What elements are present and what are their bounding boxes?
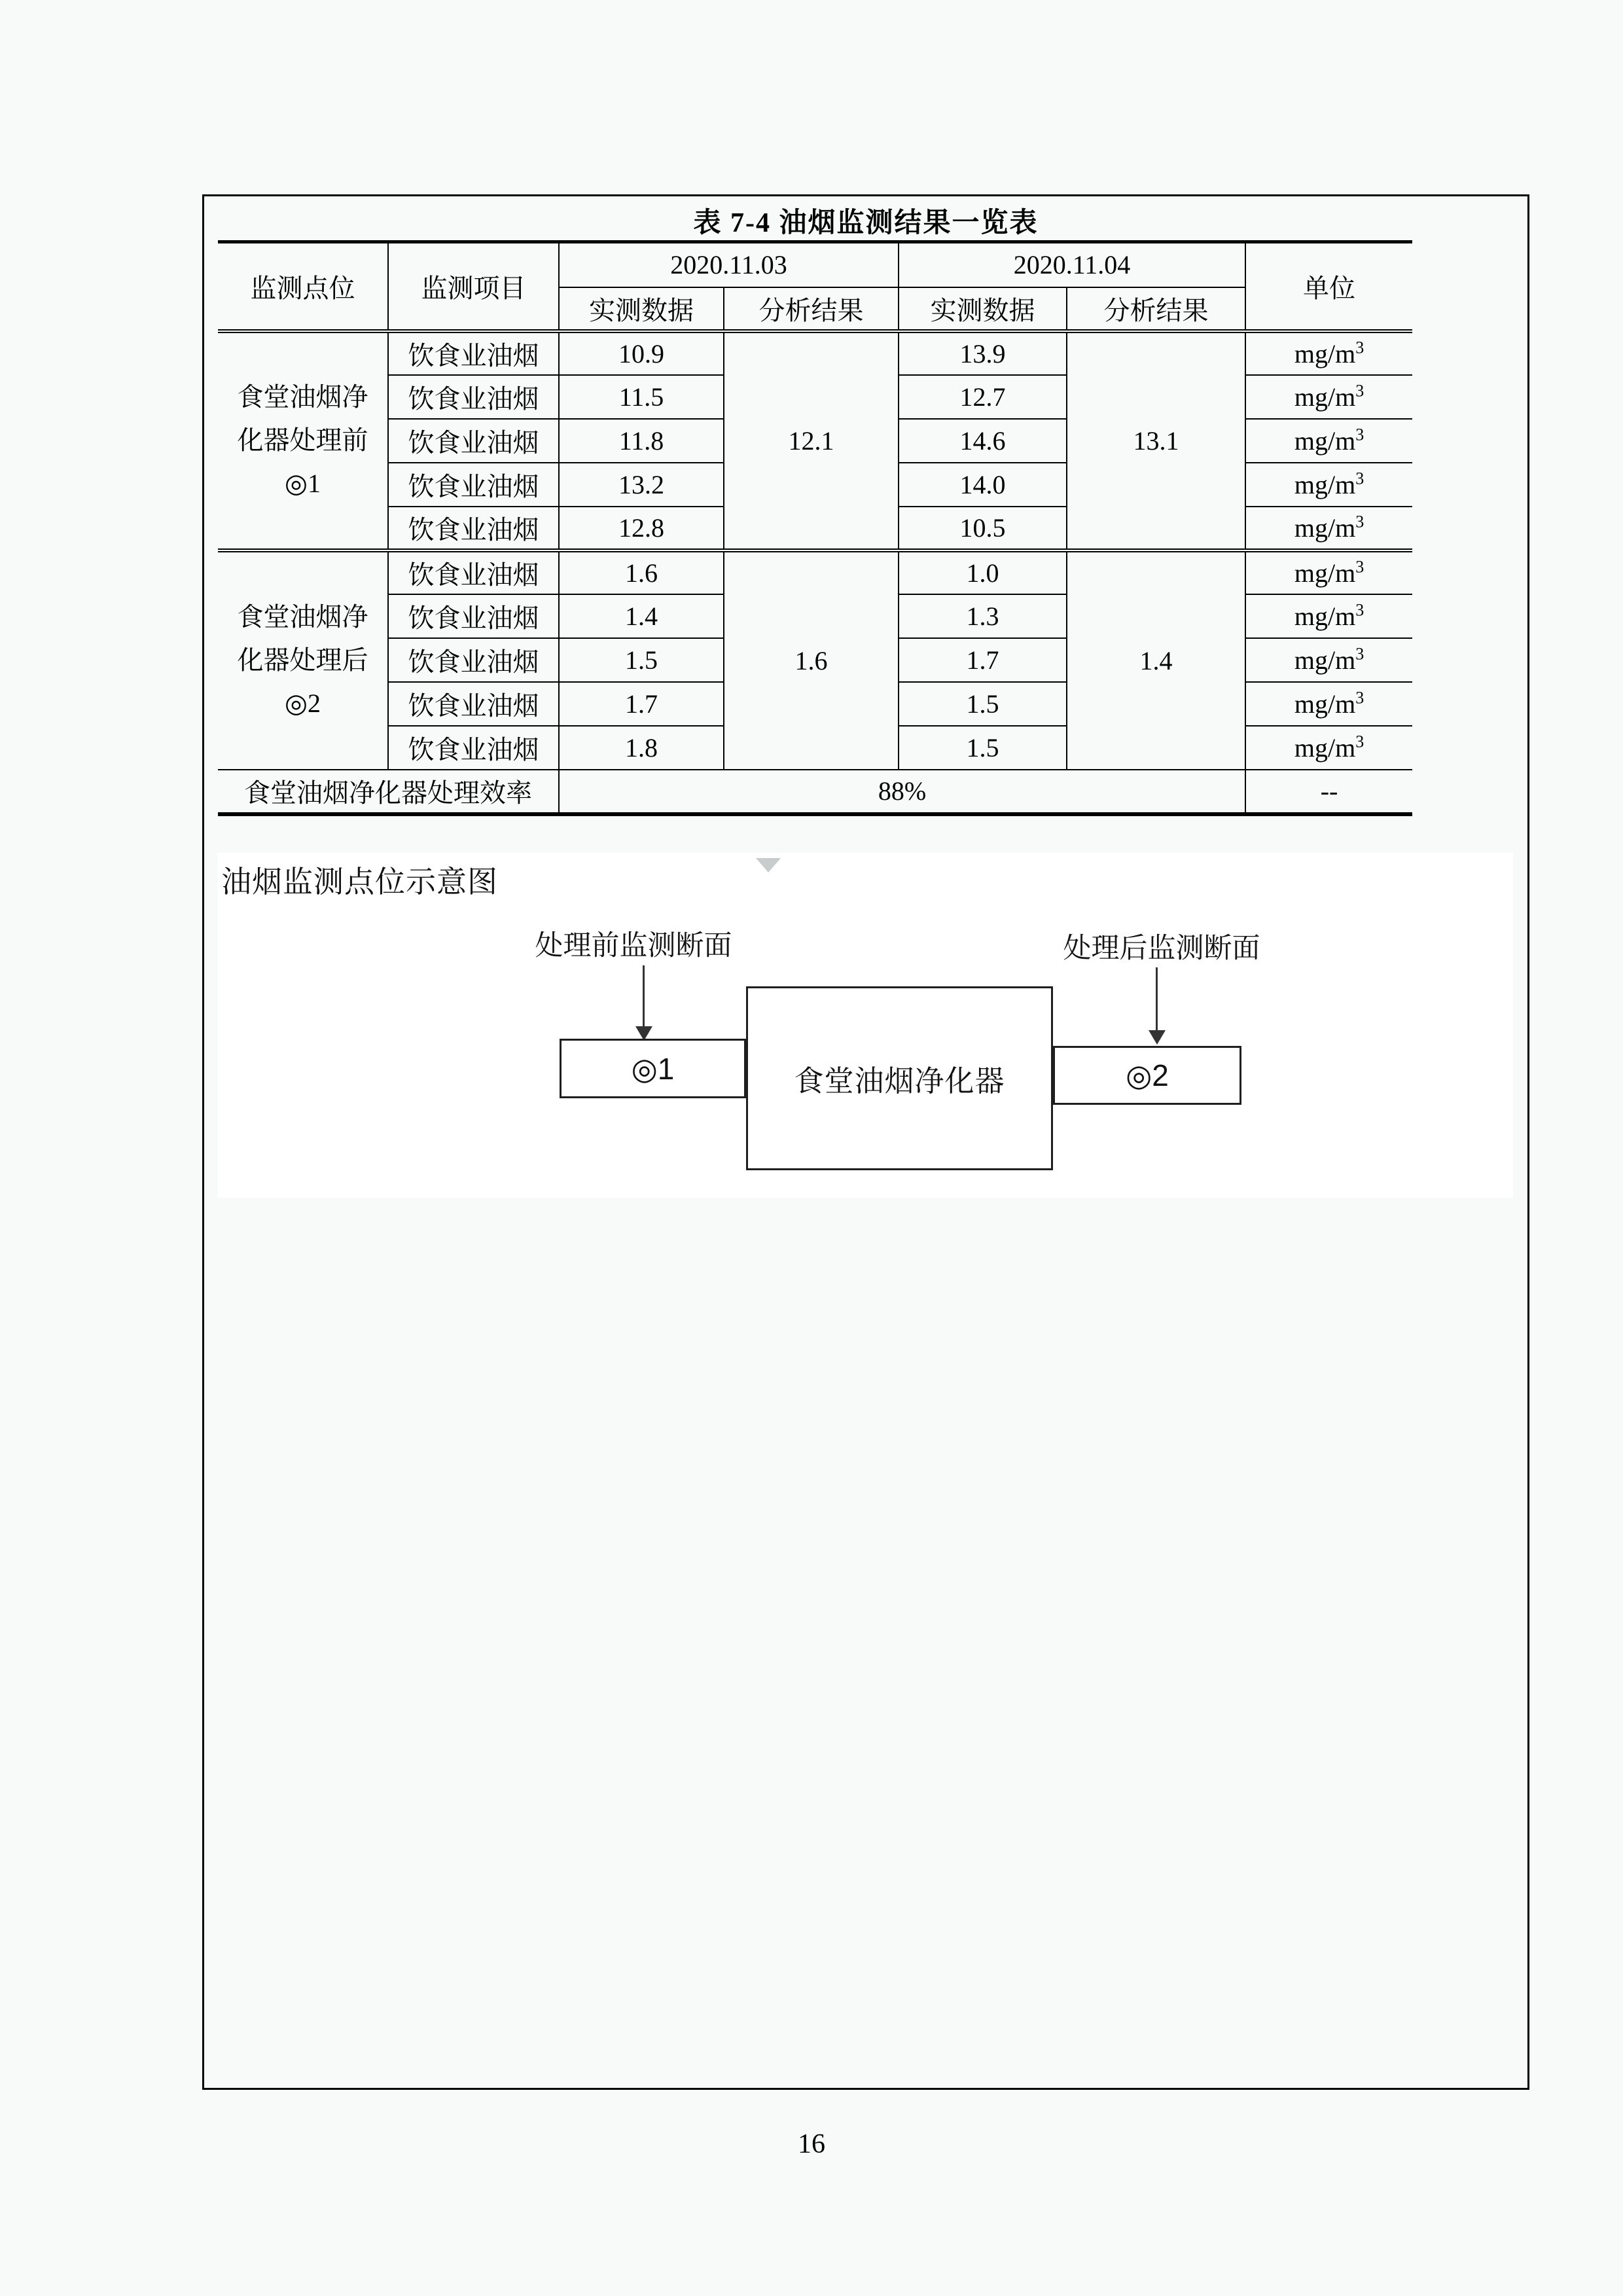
- measured-value-cell: 1.7: [899, 638, 1067, 682]
- measured-value-cell: 1.7: [559, 682, 724, 726]
- unit-cell: $mg/m^3$: [1245, 463, 1412, 507]
- unit-cell: $mg/m^3$: [1245, 594, 1412, 638]
- monitor-point-2-box: ◎2: [1053, 1046, 1241, 1105]
- measured-value-cell: 11.5: [559, 375, 724, 419]
- unit-cell: $mg/m^3$: [1245, 682, 1412, 726]
- measured-value-cell: 12.7: [899, 375, 1067, 419]
- header-measured-2: 实测数据: [899, 287, 1067, 331]
- header-analysis-1: 分析结果: [724, 287, 899, 331]
- page-number: 16: [798, 2129, 825, 2159]
- item-cell: 饮食业油烟: [388, 638, 559, 682]
- label-before-treatment: 处理前监测断面: [535, 930, 732, 961]
- point-cell-before: 食堂油烟净 化器处理前 ◎1: [218, 331, 388, 550]
- unit-cell: $mg/m^3$: [1245, 507, 1412, 550]
- item-cell: 饮食业油烟: [388, 550, 559, 594]
- measured-value-cell: 1.5: [899, 726, 1067, 770]
- efficiency-unit: --: [1245, 770, 1412, 814]
- item-cell: 饮食业油烟: [388, 419, 559, 463]
- item-cell: 饮食业油烟: [388, 507, 559, 550]
- item-cell: 饮食业油烟: [388, 594, 559, 638]
- header-measured-1: 实测数据: [559, 287, 724, 331]
- down-arrow-left: [643, 965, 645, 1028]
- measured-value-cell: 12.8: [559, 507, 724, 550]
- unit-cell: $mg/m^3$: [1245, 550, 1412, 594]
- analysis-result-cell: 13.1: [1067, 331, 1245, 550]
- label-after-treatment: 处理后监测断面: [1063, 933, 1260, 964]
- analysis-result-cell: 12.1: [724, 331, 899, 550]
- item-cell: 饮食业油烟: [388, 463, 559, 507]
- analysis-result-cell: 1.6: [724, 550, 899, 770]
- measured-value-cell: 11.8: [559, 419, 724, 463]
- measured-value-cell: 1.5: [559, 638, 724, 682]
- item-cell: 饮食业油烟: [388, 331, 559, 375]
- monitoring-points-diagram: [217, 853, 1513, 1198]
- diagram-caption: 油烟监测点位示意图: [221, 865, 498, 899]
- measured-value-cell: 1.3: [899, 594, 1067, 638]
- purifier-box: 食堂油烟净化器: [746, 986, 1053, 1170]
- measured-value-cell: 1.8: [559, 726, 724, 770]
- measured-value-cell: 1.5: [899, 682, 1067, 726]
- measured-value-cell: 1.0: [899, 550, 1067, 594]
- down-arrowhead-right-icon: [1149, 1030, 1166, 1045]
- header-item: 监测项目: [388, 242, 559, 331]
- measured-value-cell: 1.6: [559, 550, 724, 594]
- item-cell: 饮食业油烟: [388, 682, 559, 726]
- measured-value-cell: 14.0: [899, 463, 1067, 507]
- table-row: [218, 331, 1412, 375]
- analysis-result-cell: 1.4: [1067, 550, 1245, 770]
- header-point: 监测点位: [218, 242, 388, 331]
- anchor-triangle-icon: [756, 858, 781, 872]
- measured-value-cell: 13.9: [899, 331, 1067, 375]
- measured-value-cell: 10.5: [899, 507, 1067, 550]
- table-row: [218, 550, 1412, 594]
- point-cell-after: 食堂油烟净 化器处理后 ◎2: [218, 550, 388, 770]
- results-table: [218, 240, 1412, 816]
- header-analysis-2: 分析结果: [1067, 287, 1245, 331]
- item-cell: 饮食业油烟: [388, 375, 559, 419]
- measured-value-cell: 1.4: [559, 594, 724, 638]
- measured-value-cell: 10.9: [559, 331, 724, 375]
- header-date-1: 2020.11.03: [559, 242, 899, 287]
- unit-cell: $mg/m^3$: [1245, 375, 1412, 419]
- measured-value-cell: 13.2: [559, 463, 724, 507]
- header-unit: 单位: [1245, 242, 1412, 331]
- unit-cell: $mg/m^3$: [1245, 331, 1412, 375]
- monitor-point-1-box: ◎1: [560, 1039, 746, 1098]
- header-row-1: [218, 242, 1412, 287]
- efficiency-value: 88%: [559, 770, 1245, 814]
- efficiency-row: [218, 770, 1412, 814]
- down-arrow-right: [1156, 967, 1158, 1031]
- efficiency-label: 食堂油烟净化器处理效率: [218, 770, 559, 814]
- item-cell: 饮食业油烟: [388, 726, 559, 770]
- table-title: 表 7-4 油烟监测结果一览表: [693, 208, 1039, 238]
- header-date-2: 2020.11.04: [899, 242, 1245, 287]
- measured-value-cell: 14.6: [899, 419, 1067, 463]
- unit-cell: $mg/m^3$: [1245, 726, 1412, 770]
- unit-cell: $mg/m^3$: [1245, 638, 1412, 682]
- unit-cell: $mg/m^3$: [1245, 419, 1412, 463]
